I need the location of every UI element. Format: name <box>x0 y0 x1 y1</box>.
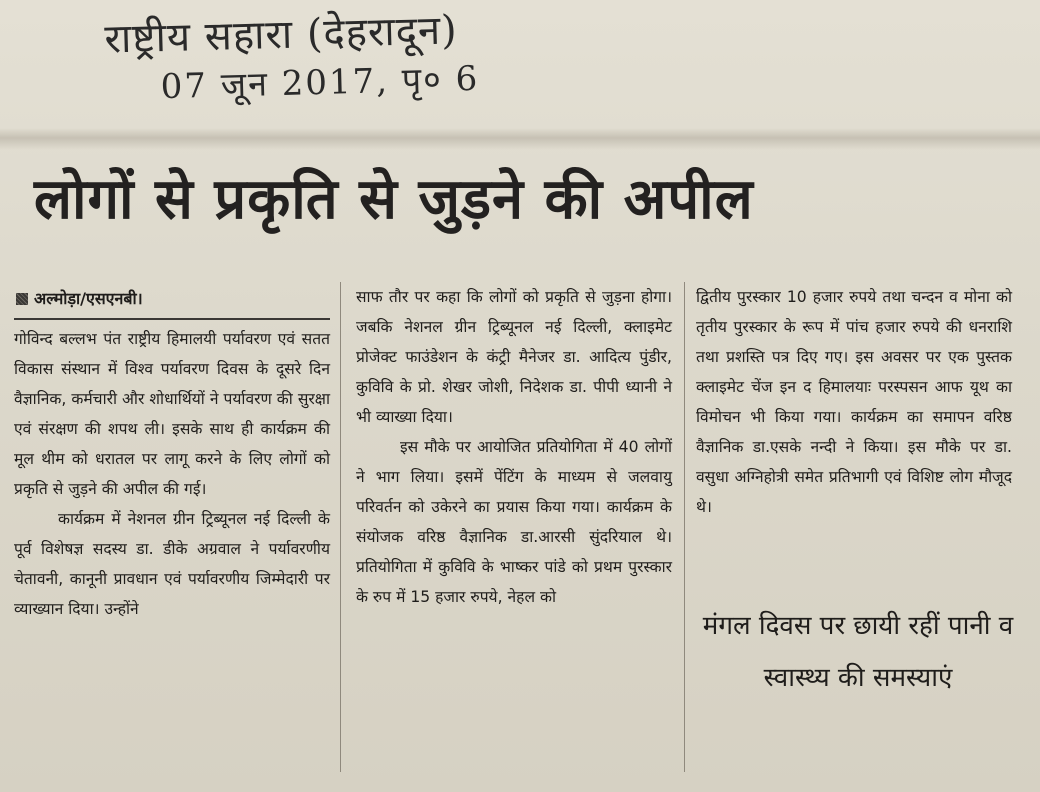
related-article-headline: मंगल दिवस पर छायी रहीं पानी व स्वास्थ्य की समस्याएं <box>702 611 1014 693</box>
handwritten-date-page: 07 जून 2017, पृ० 6 <box>160 58 480 108</box>
article-column-1 <box>14 282 330 624</box>
dateline-square-icon <box>16 293 28 305</box>
article-headline: लोगों से प्रकृति से जुड़ने की अपील <box>34 167 754 232</box>
dateline-rule <box>14 318 330 320</box>
paper-fold-shadow <box>0 128 1040 150</box>
article-column-3 <box>696 282 1012 522</box>
paragraph: साफ तौर पर कहा कि लोगों को प्रकृति से जुड़ना होगा। जबकि नेशनल ग्रीन ट्रिब्यूनल नई दिल्ली, क्लाइमेट प्रोजेक्ट फाउंडेशन के कंट्री मैनेजर डा. आदित्य पुंडीर, कुविवि के प्रो. शेखर जोशी, निदेशक डा. पीपी ध्यानी ने भी व्याख्या दिया। <box>356 288 672 426</box>
article-column-2 <box>356 282 672 612</box>
handwritten-source-note <box>104 0 686 112</box>
paragraph: द्वितीय पुरस्कार 10 हजार रुपये तथा चन्दन व मोना को तृतीय पुरस्कार के रूप में पांच हजार रुपये की धनराशि तथा प्रशस्ति पत्र दिए गए। इस अवसर पर एक पुस्तक क्लाइमेट चेंज इन द हिमालयाः परस्पसन आफ यूथ का विमोचन भी किया गया। कार्यक्रम का समापन वरिष्ठ वैज्ञानिक डा.एसके नन्दी ने किया। इस मौके पर डा. वसुधा अग्निहोत्री समेत प्रतिभागी एवं विशिष्ट लोग मौजूद थे। <box>696 288 1012 516</box>
paragraph: गोविन्द बल्लभ पंत राष्ट्रीय हिमालयी पर्यावरण एवं सतत विकास संस्थान में विश्व पर्यावरण दिवस के दूसरे दिन वैज्ञानिक, कर्मचारी और शोधार्थियों ने पर्यावरण की सुरक्षा एवं संरक्षण की शपथ ली। इसके साथ ही कार्यक्रम की मूल थीम को धरातल पर लागू करने के लिए लोगों को प्रकृति से जुड़ने की अपील की गई। <box>14 330 330 498</box>
dateline-text: अल्मोड़ा/एसएनबी। <box>34 289 143 308</box>
column-divider <box>684 282 685 772</box>
handwritten-publication: राष्ट्रीय सहारा (देहरादून) <box>103 7 459 63</box>
paragraph: कार्यक्रम में नेशनल ग्रीन ट्रिब्यूनल नई दिल्ली के पूर्व विशेषज्ञ सदस्य डा. डीके अग्रवाल ने पर्यावरणीय चेतावनी, कानूनी प्रावधान एवं पर्यावरणीय जिम्मेदारी पर व्याख्यान दिया। उन्होंने <box>14 510 330 618</box>
paragraph: इस मौके पर आयोजित प्रतियोगिता में 40 लोगों ने भाग लिया। इसमें पेंटिंग के माध्यम से जलवायु परिवर्तन को उकेरने का प्रयास किया गया। कार्यक्रम के संयोजक वरिष्ठ वैज्ञानिक डा.आरसी सुंदरियाल थे। प्रतियोगिता में कुविवि के भाष्कर पांडे को प्रथम पुरस्कार के रुप में 15 हजार रुपये, नेहल को <box>356 438 672 606</box>
column-divider <box>340 282 341 772</box>
dateline <box>14 282 330 316</box>
